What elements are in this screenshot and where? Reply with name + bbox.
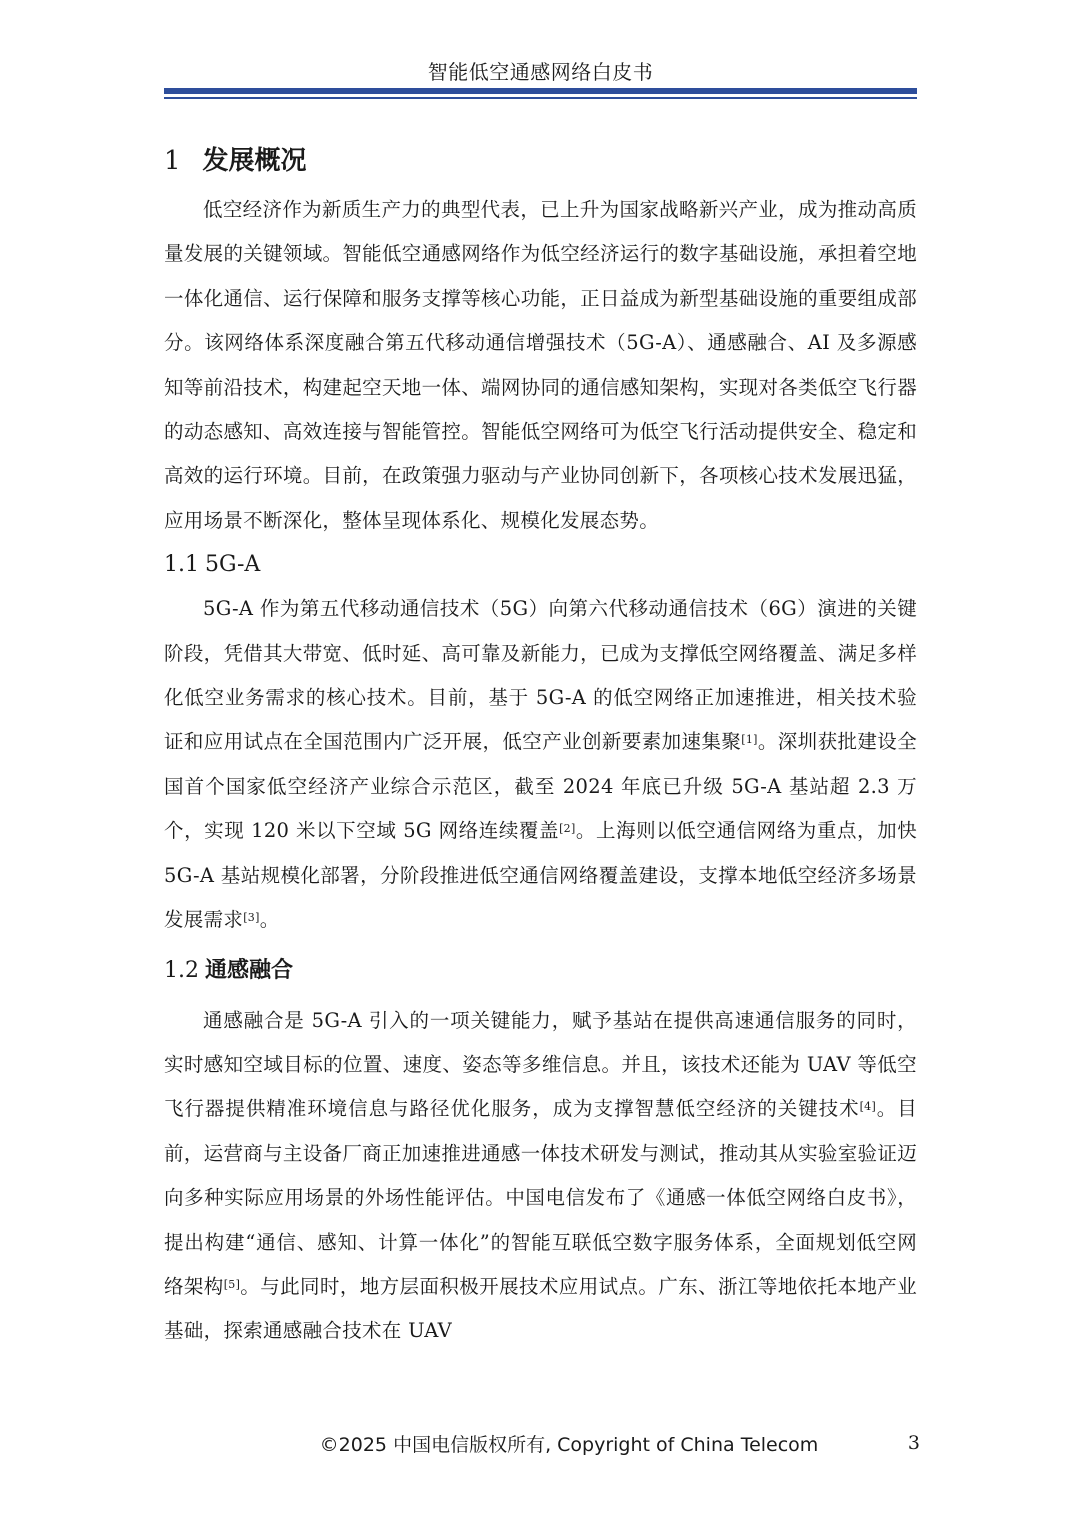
paragraph-text: 。与此同时，地方层面积极开展技术应用试点。广东、浙江等地依托本地产业基础，探索通感融合技术在 UAV — [164, 1274, 917, 1343]
section-title: 5G-A — [205, 552, 261, 578]
paragraph-text: 。深圳获批建设全国首个国家低空经济产业综合示范区，截至 2024 年底已升级 5G-A 基站超 2.3 万个，实现 120 米以下空域 5G 网络连续覆盖 — [164, 730, 917, 843]
header-rule-thick — [164, 88, 917, 94]
section-heading-1-1 — [164, 543, 917, 587]
paragraph-text: 。目前，运营商与主设备厂商正加速推进通感一体技术研发与测试，推动其从实验室验证迈向多种实际应用场景的外场性能评估。中国电信发布了《通感一体低空网络白皮书》，提出构建“通信、感知、计算一体化”的智能互联低空数字服务体系，全面规划低空网络架构 — [164, 1097, 917, 1298]
paragraph-text: 5G-A 作为第五代移动通信技术（5G）向第六代移动通信技术（6G）演进的关键阶段，凭借其大带宽、低时延、高可靠及新能力，已成为支撑低空网络覆盖、满足多样化低空业务需求的核心技术。目前，基于 5G-A 的低空网络正加速推进，相关技术验证和应用试点在全国范围内广泛开展，低空产业创新要素加速集聚 — [164, 597, 917, 754]
footer-copyright: ©2025 中国电信版权所有, Copyright of China Telecom — [319, 1434, 819, 1456]
section-1-paragraph: 低空经济作为新质生产力的典型代表，已上升为国家战略新兴产业，成为推动高质量发展的关键领域。智能低空通感网络作为低空经济运行的数字基础设施，承担着空地一体化通信、运行保障和服务支撑等核心功能，正日益成为新型基础设施的重要组成部分。该网络体系深度融合第五代移动通信增强技术（5G-A）、通感融合、AI 及多源感知等前沿技术，构建起空天地一体、端网协同的通信感知架构，实现对各类低空飞行器的动态感知、高效连接与智能管控。智能低空网络可为低空飞行活动提供安全、稳定和高效的运行环境。目前，在政策强力驱动与产业协同创新下，各项核心技术发展迅猛，应用场景不断深化，整体呈现体系化、规模化发展态势。 — [164, 198, 917, 532]
paragraph-text: 。上海则以低空通信网络为重点，加快 5G-A 基站规模化部署，分阶段推进低空通信网络覆盖建设，支撑本地低空经济多场景发展需求 — [164, 819, 917, 932]
citation-ref[interactable]: [5] — [223, 1277, 241, 1291]
section-heading-1-2 — [164, 949, 917, 993]
document-body — [164, 138, 917, 1354]
citation-ref[interactable]: [2] — [559, 822, 576, 836]
citation-ref[interactable]: [4] — [859, 1100, 877, 1114]
section-1-2-paragraph — [164, 999, 917, 1354]
section-title: 发展概况 — [202, 146, 307, 176]
section-1-1-paragraph — [164, 587, 917, 942]
paragraph-text: 通感融合是 5G-A 引入的一项关键能力，赋予基站在提供高速通信服务的同时，实时感知空域目标的位置、速度、姿态等多维信息。并且，该技术还能为 UAV 等低空飞行器提供精准环境信息与路径优化服务，成为支撑智慧低空经济的关键技术 — [164, 1008, 917, 1121]
section-number: 1.1 — [164, 552, 199, 578]
header-rule-thin — [164, 97, 917, 99]
section-number: 1.2 — [164, 957, 199, 983]
header-title: 智能低空通感网络白皮书 — [427, 60, 654, 84]
paragraph-text: 。 — [259, 908, 280, 932]
section-number: 1 — [164, 146, 181, 176]
citation-ref[interactable]: [3] — [243, 911, 260, 925]
citation-ref[interactable]: [1] — [741, 733, 758, 747]
page-number: 3 — [907, 1432, 920, 1454]
section-heading-1 — [164, 138, 917, 184]
section-title: 通感融合 — [205, 957, 294, 983]
